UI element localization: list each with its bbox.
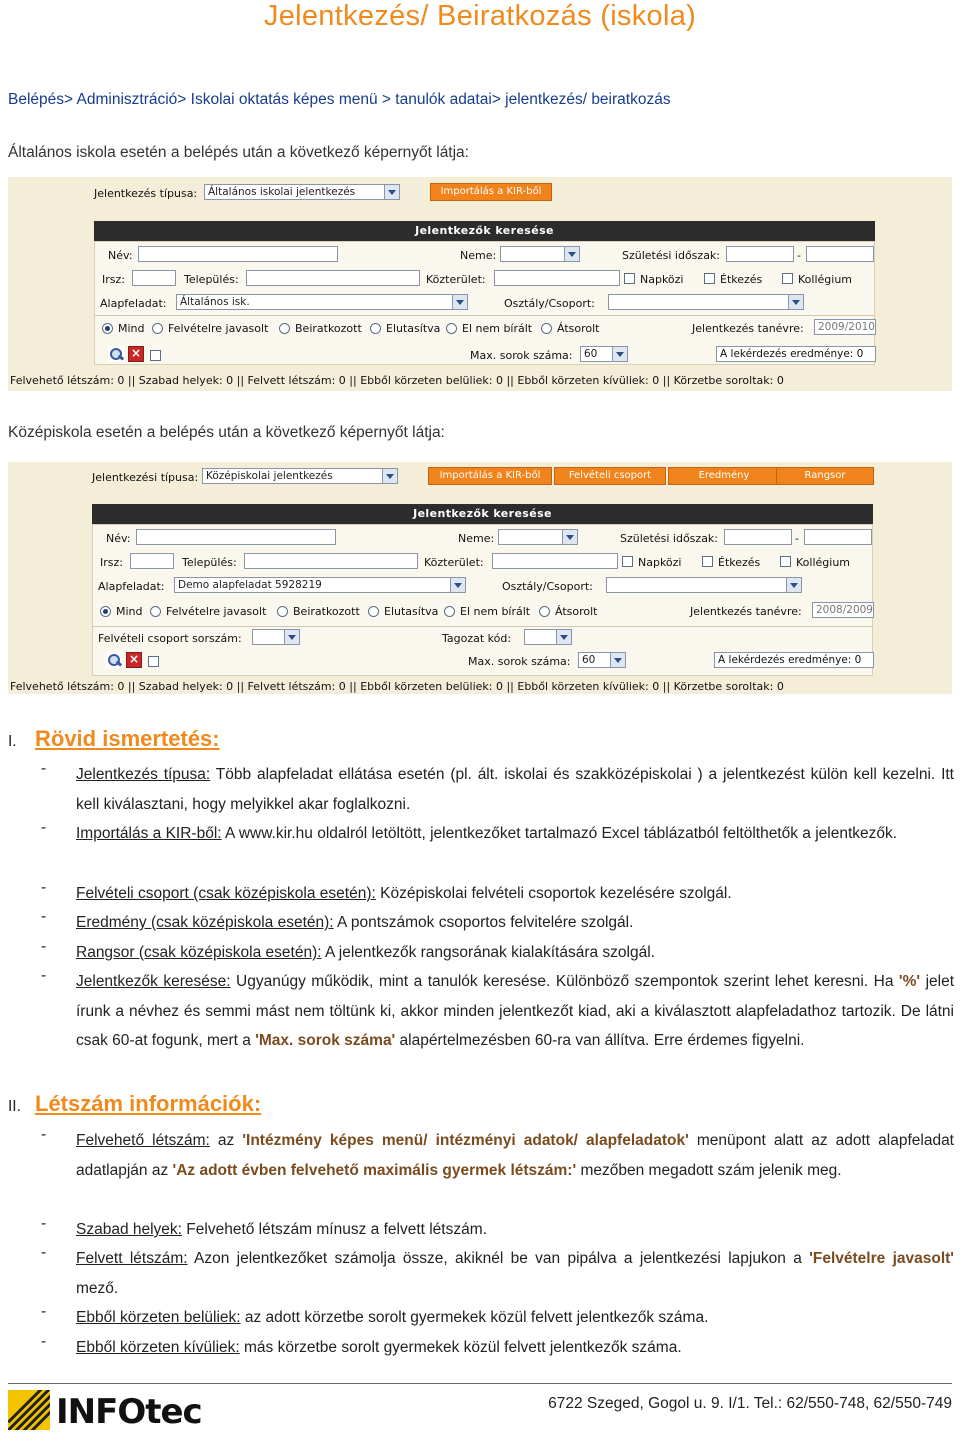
class-select[interactable] [608,294,804,310]
logo-text: INFOtec [56,1392,202,1432]
chevron-down-icon [610,653,625,667]
radio-elutasitva[interactable] [368,606,379,617]
chevron-down-icon [452,295,467,309]
admission-group-number-select[interactable] [252,629,300,645]
city-field[interactable] [246,270,420,286]
clear-icon[interactable]: × [128,346,144,362]
chevron-down-icon [384,185,399,199]
school-year-label: Jelentkezés tanévre: [692,322,804,335]
name-label: Név: [108,249,133,262]
gender-select[interactable] [498,529,578,545]
chevron-down-icon [382,469,397,483]
school-year-field[interactable]: 2008/2009 [812,602,874,618]
birth-from-field[interactable] [726,246,794,262]
radio-felvetelre-label: Felvételre javasolt [166,605,267,618]
admission-group-button[interactable]: Felvételi csoport [554,467,666,485]
dormitory-label: Kollégium [796,556,851,569]
section-2-number: II. [8,1098,21,1115]
intro-general: Általános iskola esetén a belépés után a következő képernyőt látja: [8,144,469,161]
radio-felvetelre[interactable] [152,323,163,334]
zip-field[interactable] [132,270,176,286]
school-year-field[interactable]: 2009/2010 [814,319,876,335]
radio-mind[interactable] [102,323,113,334]
radio-elutasitva-label: Elutasítva [386,322,441,335]
screenshot-general-school [8,177,952,391]
class-label: Osztály/Csoport: [504,297,595,310]
task-label: Alapfeladat: [100,297,167,310]
chevron-down-icon [450,578,465,592]
daycare-checkbox[interactable] [622,556,633,567]
type-label: Jelentkezési típusa: [92,471,199,484]
radio-el-nem-biralt[interactable] [444,606,455,617]
chevron-down-icon [612,347,627,361]
radio-el-nem-biralt-label: El nem bírált [462,322,533,335]
option-checkbox[interactable] [148,656,159,667]
school-year-label: Jelentkezés tanévre: [690,605,802,618]
radio-felvetelre[interactable] [150,606,161,617]
birth-period-label: Születési időszak: [622,249,721,262]
radio-felvetelre-label: Felvételre javasolt [168,322,269,335]
dormitory-checkbox[interactable] [780,556,791,567]
dormitory-checkbox[interactable] [782,273,793,284]
screenshot-secondary-school [8,462,952,694]
chevron-down-icon [564,247,579,261]
range-dash: - [797,249,801,262]
zip-field[interactable] [130,553,174,569]
status-bar: Felvehető létszám: 0 || Szabad helyek: 0 || Felvett létszám: 0 || Ebből körzeten belüliek: 0 || Ebből körzeten kívüliek: 0 || Körzetbe soroltak: 0 [10,680,784,693]
street-label: Közterület: [426,273,486,286]
street-field[interactable] [492,553,618,569]
radio-atsorolt-label: Átsorolt [555,605,598,618]
search-header: Jelentkezők keresése [94,221,875,241]
chevron-down-icon [786,578,801,592]
logo-mark-icon [8,1390,50,1430]
chevron-down-icon [788,295,803,309]
radio-beiratkozott-label: Beiratkozott [293,605,360,618]
radio-atsorolt[interactable] [541,323,552,334]
clear-icon[interactable]: × [126,652,142,668]
task-select[interactable]: Demo alapfeladat 5928219 [174,577,466,593]
radio-el-nem-biralt[interactable] [446,323,457,334]
type-label: Jelentkezés típusa: [94,187,198,200]
ranking-button[interactable]: Rangsor [776,467,874,485]
radio-mind-label: Mind [118,322,145,335]
chevron-down-icon [284,630,299,644]
search-icon[interactable] [106,652,122,668]
birth-from-field[interactable] [724,529,792,545]
radio-atsorolt-label: Átsorolt [557,322,600,335]
dormitory-label: Kollégium [798,273,853,286]
status-bar: Felvehető létszám: 0 || Szabad helyek: 0 || Felvett létszám: 0 || Ebből körzeten belüliek: 0 || Ebből körzeten kívüliek: 0 || Körzetbe soroltak: 0 [10,374,784,387]
zip-label: Irsz: [100,556,123,569]
meals-checkbox[interactable] [704,273,715,284]
radio-beiratkozott[interactable] [277,606,288,617]
type-select[interactable]: Általános iskolai jelentkezés [204,184,400,200]
radio-beiratkozott[interactable] [279,323,290,334]
max-rows-label: Max. sorok száma: [468,655,571,668]
section-1-number: I. [8,733,17,750]
gender-select[interactable] [500,246,580,262]
task-label: Alapfeladat: [98,580,165,593]
chevron-down-icon [562,530,577,544]
gender-label: Neme: [458,532,495,545]
radio-atsorolt[interactable] [539,606,550,617]
task-select[interactable]: Általános isk. [176,294,468,310]
city-field[interactable] [244,553,418,569]
max-rows-select[interactable]: 60 [580,346,628,362]
import-kir-button[interactable]: Importálás a KIR-ből [428,467,552,485]
birth-period-label: Születési időszak: [620,532,719,545]
option-checkbox[interactable] [150,350,161,361]
daycare-label: Napközi [638,556,682,569]
infotec-logo [8,1390,223,1430]
section-code-select[interactable] [524,629,572,645]
breadcrumb: Belépés> Adminisztráció> Iskolai oktatás képes menü > tanulók adatai> jelentkezés/ beiratkozás [8,91,671,108]
birth-to-field[interactable] [804,529,872,545]
search-header: Jelentkezők keresése [92,504,873,524]
max-rows-select[interactable]: 60 [578,652,626,668]
meals-label: Étkezés [718,556,761,569]
admission-group-number-label: Felvételi csoport sorszám: [98,632,242,645]
chevron-down-icon [556,630,571,644]
section-1-title: Rövid ismertetés: [35,726,220,751]
daycare-checkbox[interactable] [624,273,635,284]
meals-checkbox[interactable] [702,556,713,567]
street-label: Közterület: [424,556,484,569]
import-kir-button[interactable]: Importálás a KIR-ből [430,183,552,201]
name-label: Név: [106,532,131,545]
section-code-label: Tagozat kód: [442,632,512,645]
name-field[interactable] [136,529,336,545]
class-select[interactable] [606,577,802,593]
street-field[interactable] [494,270,620,286]
intro-secondary: Középiskola esetén a belépés után a következő képernyőt látja: [8,424,445,441]
type-select[interactable]: Középiskolai jelentkezés [202,468,398,484]
radio-beiratkozott-label: Beiratkozott [295,322,362,335]
result-button[interactable]: Eredmény [668,467,780,485]
radio-mind[interactable] [100,606,111,617]
gender-label: Neme: [460,249,497,262]
radio-el-nem-biralt-label: El nem bírált [460,605,531,618]
daycare-label: Napközi [640,273,684,286]
section-2-title: Létszám információk: [35,1091,262,1116]
result-count: A lekérdezés eredménye: 0 [714,652,874,668]
page-title: Jelentkezés/ Beiratkozás (iskola) [263,0,697,32]
search-icon[interactable] [108,346,124,362]
radio-elutasitva[interactable] [370,323,381,334]
range-dash: - [795,532,799,545]
radio-elutasitva-label: Elutasítva [384,605,439,618]
result-count: A lekérdezés eredménye: 0 [716,346,876,362]
max-rows-label: Max. sorok száma: [470,349,573,362]
class-label: Osztály/Csoport: [502,580,593,593]
radio-mind-label: Mind [116,605,143,618]
city-label: Település: [184,273,239,286]
zip-label: Irsz: [102,273,125,286]
city-label: Település: [182,556,237,569]
meals-label: Étkezés [720,273,763,286]
name-field[interactable] [138,246,338,262]
footer-address: 6722 Szeged, Gogol u. 9. I/1. Tel.: 62/550-748, 62/550-749 [548,1395,952,1412]
footer-divider [8,1383,952,1384]
birth-to-field[interactable] [806,246,874,262]
